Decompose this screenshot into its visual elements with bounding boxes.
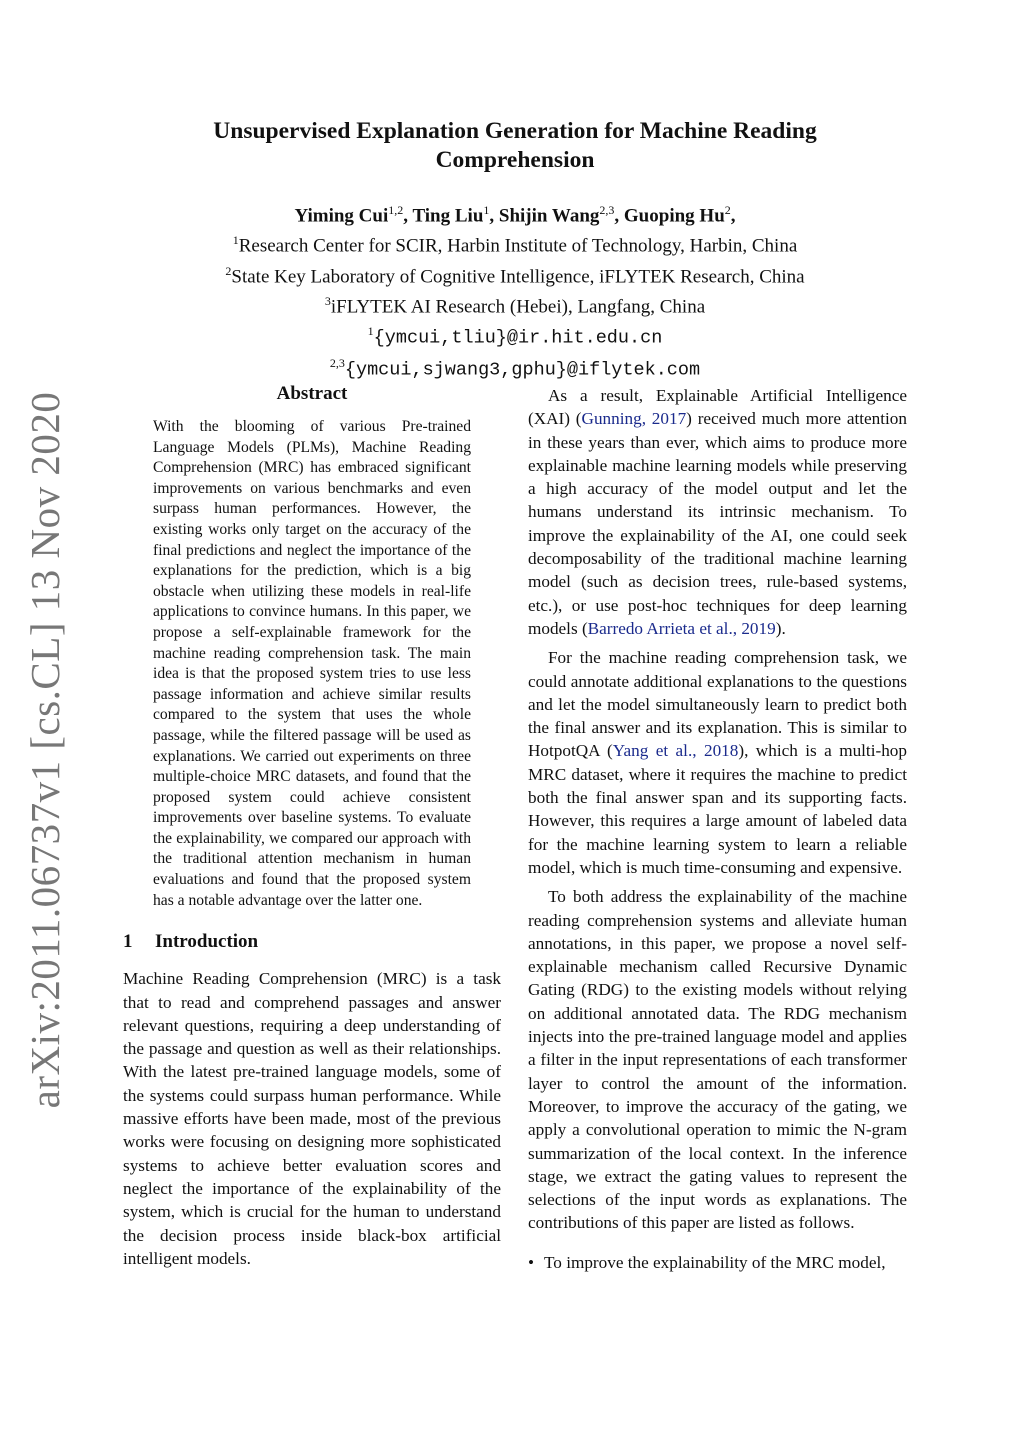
intro-paragraph: Machine Reading Comprehension (MRC) is a task that to read and comprehend passages and answer relevant questions, requiring a deep understanding of the passage and question as well as their relationships. With the latest pre-trained language models, some of the systems could surpass human performance. While massive efforts have been made, most of the previous works were focusing on designing more sophisticated systems to achieve better evaluation scores and neglect the importance of the explainability of the system, which is crucial for the human to understand the decision process inside black-box artificial intelligent models. [123, 969, 501, 1268]
section-title: Introduction [155, 931, 259, 953]
text-run: ), which is a multi-hop MRC dataset, where it requires the machine to predict both the final answer span and its supporting facts. However, this requires a large amount of labeled data for the machine learning system to learn a reliable model, which is much time-consuming and expensive. [528, 741, 907, 877]
email-sup: 2,3 [329, 355, 345, 370]
affiliation-line [120, 259, 910, 289]
author-name: Yiming Cui [294, 205, 389, 227]
author-sup: 1,2 [388, 203, 404, 217]
author-separator: , [403, 205, 413, 227]
affiliation-text: Research Center for SCIR, Harbin Institute of Technology, Harbin, China [238, 235, 798, 257]
affiliation-line [120, 228, 910, 258]
affiliation-line [120, 289, 910, 319]
author-name: Shijin Wang [498, 205, 600, 227]
author-sup: 2 [724, 203, 731, 217]
email-line [120, 319, 910, 350]
xai-paragraph [528, 384, 907, 640]
citation-link[interactable]: Yang et al., 2018 [612, 741, 739, 761]
author-separator: , [489, 205, 499, 227]
author-name: Guoping Hu [623, 205, 725, 227]
author-sup: 1 [483, 203, 490, 217]
arxiv-identifier: arXiv:2011.06737v1 [cs.CL] 13 Nov 2020 [22, 391, 68, 1109]
citation-link[interactable]: Gunning, 2017 [581, 409, 687, 429]
text-run: ) received much more attention in these years than ever, which aims to produce more explainable machine learning models while preserving a high accuracy of the model output and let the humans understand its intrinsic mechanism. To improve the explainability of the AI, one could seek decomposability of the traditional machine learning model (such as decision trees, rule-based systems, etc.), or use post-hoc techniques for deep learning models ( [528, 409, 907, 638]
affiliation-sup: 1 [232, 233, 239, 248]
citation-link[interactable]: Barredo Arrieta et al., 2019 [587, 618, 776, 638]
bullet-text: To improve the explainability of the MRC model, [544, 1252, 886, 1272]
author-separator: , [614, 205, 624, 227]
right-column [528, 384, 907, 1274]
author-block [120, 198, 910, 382]
affiliation-sup: 2 [225, 263, 232, 278]
left-column [123, 383, 501, 1270]
abstract-body: With the blooming of various Pre-trained Language Models (PLMs), Machine Reading Comprehension (MRC) has embraced significant improvements on various benchmarks and even surpass human performances. However, the existing works only target on the accuracy of the final predictions and neglect the importance of the explanations for the prediction, which is a big obstacle when utilizing these models in real-life applications to convince humans. In this paper, we propose a self-explainable framework for the machine reading comprehension task. The main idea is that the proposed system tries to use less passage information and achieve similar results compared to the system that uses the whole passage, while the filtered passage will be used as explanations. We carried out experiments on three multiple-choice MRC datasets, and found that the proposed system could achieve consistent improvements over baseline systems. To evaluate the explainability, we compared our approach with the traditional attention mechanism in human evaluations and found that the proposed system has a notable advantage over the latter one. [153, 418, 471, 909]
arxiv-side-stamp [20, 391, 70, 1109]
text-run: For the machine reading comprehension task, we could annotate additional explanations to the questions and let the model simultaneously learn to predict both the final answer and its explanation. This is similar to HotpotQA ( [528, 648, 907, 761]
title-line-1: Unsupervised Explanation Generation for Machine Reading [213, 118, 817, 144]
contribution-bullet [528, 1251, 907, 1274]
affiliation-text: State Key Laboratory of Cognitive Intelligence, iFLYTEK Research, China [231, 265, 805, 287]
section-number: 1 [123, 931, 133, 953]
affiliation-sup: 3 [324, 293, 331, 308]
email-line [120, 351, 910, 382]
author-names [120, 198, 910, 228]
abstract-heading: Abstract [276, 383, 348, 404]
author-sup: 2,3 [599, 203, 615, 217]
affiliation-text: iFLYTEK AI Research (Hebei), Langfang, China [330, 296, 706, 318]
email-text: {ymcui,tliu}@ir.hit.edu.cn [373, 327, 663, 349]
text-run: As a result, Explainable Artificial Intelligence (XAI) ( [528, 386, 907, 429]
email-text: {ymcui,sjwang3,gphu}@iflytek.com [344, 358, 701, 380]
title-line-2: Comprehension [435, 147, 595, 173]
bullet-marker: • [528, 1252, 535, 1272]
paper-title [120, 117, 910, 175]
text-run: ). [775, 618, 786, 638]
author-name: Ting Liu [412, 205, 484, 227]
author-separator: , [730, 205, 736, 227]
email-sup: 1 [367, 324, 374, 339]
rdg-paragraph: To both address the explainability of the machine reading comprehension systems and alleviate human annotations, in this paper, we propose a novel self-explainable mechanism called Recursive Dynamic Gating (RDG) to the existing models without relying on additional annotated data. The RDG mechanism injects into the pre-trained language model and applies a filter in the input representations of each transformer layer to control the amount of the information. Moreover, to improve the accuracy of the gating, we apply a convolutional operation to mimic the N-gram summarization of the local context. In the inference stage, we extract the gating values to represent the selections of the input words as explanations. The contributions of this paper are listed as follows. [528, 887, 907, 1233]
section-heading [123, 931, 501, 953]
mrc-paragraph [528, 646, 907, 879]
